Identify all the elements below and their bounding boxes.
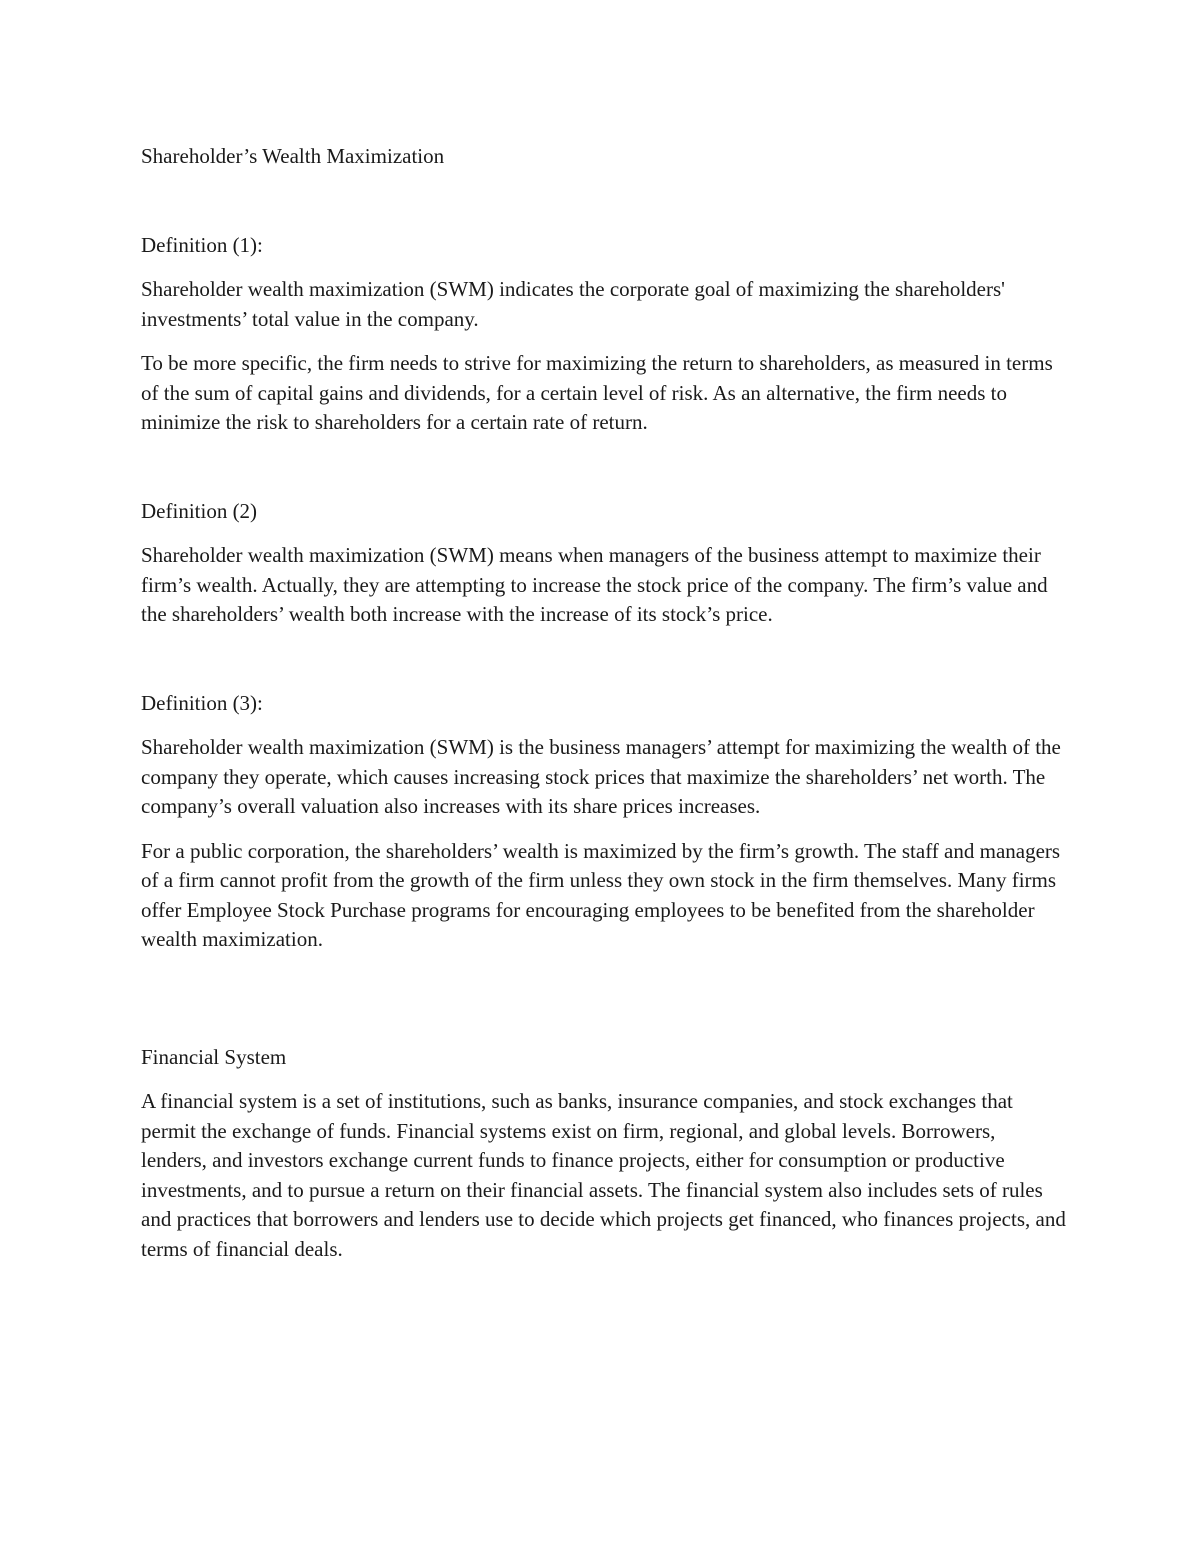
financial-system-section: [141, 1043, 1066, 1265]
document-title: Shareholder’s Wealth Maximization: [141, 144, 445, 168]
document-body: [141, 142, 1066, 1264]
financial-system-heading: Financial System: [141, 1044, 287, 1069]
definition-1-heading: Definition (1):: [141, 232, 263, 257]
definition-2-paragraph-1: Shareholder wealth maximization (SWM) means when managers of the business attempt to maximize their firm’s wealth. Actually, they are attempting to increase the stock price of the company. The firm’s value and the shareholders’ wealth both increase with the increase of its stock’s price.: [141, 543, 1048, 626]
definition-3-section: [141, 689, 1066, 955]
definition-3-paragraph-2: For a public corporation, the shareholders’ wealth is maximized by the firm’s growth. The staff and managers of a firm cannot profit from the growth of the firm unless they own stock in the firm themselves. Many firms offer Employee Stock Purchase programs for encouraging employees to be benefited from the shareholder wealth maximization.: [141, 838, 1061, 951]
definition-1-paragraph-1: Shareholder wealth maximization (SWM) indicates the corporate goal of maximizing the shareholders' investments’ total value in the company.: [141, 277, 1005, 331]
financial-system-paragraph-1: A financial system is a set of institutions, such as banks, insurance companies, and stock exchanges that permit the exchange of funds. Financial systems exist on firm, regional, and global levels. Borrowers, lenders, and investors exchange current funds to finance projects, either for consumption or productive investments, and to pursue a return on their financial assets. The financial system also includes sets of rules and practices that borrowers and lenders use to decide which projects get financed, who finances projects, and terms of financial deals.: [141, 1089, 1066, 1261]
definition-3-heading: Definition (3):: [141, 690, 263, 715]
definition-2-section: [141, 497, 1066, 630]
definition-2-heading: Definition (2): [141, 498, 258, 523]
definition-1-section: [141, 231, 1066, 438]
definition-1-paragraph-2: To be more specific, the firm needs to strive for maximizing the return to shareholders, as measured in terms of the sum of capital gains and dividends, for a certain level of risk. As an alternative, the firm needs to minimize the risk to shareholders for a certain rate of return.: [141, 351, 1053, 434]
definition-3-paragraph-1: Shareholder wealth maximization (SWM) is the business managers’ attempt for maximizing the wealth of the company they operate, which causes increasing stock prices that maximize the shareholders’ net worth. The company’s overall valuation also increases with its share prices increases.: [141, 735, 1061, 818]
